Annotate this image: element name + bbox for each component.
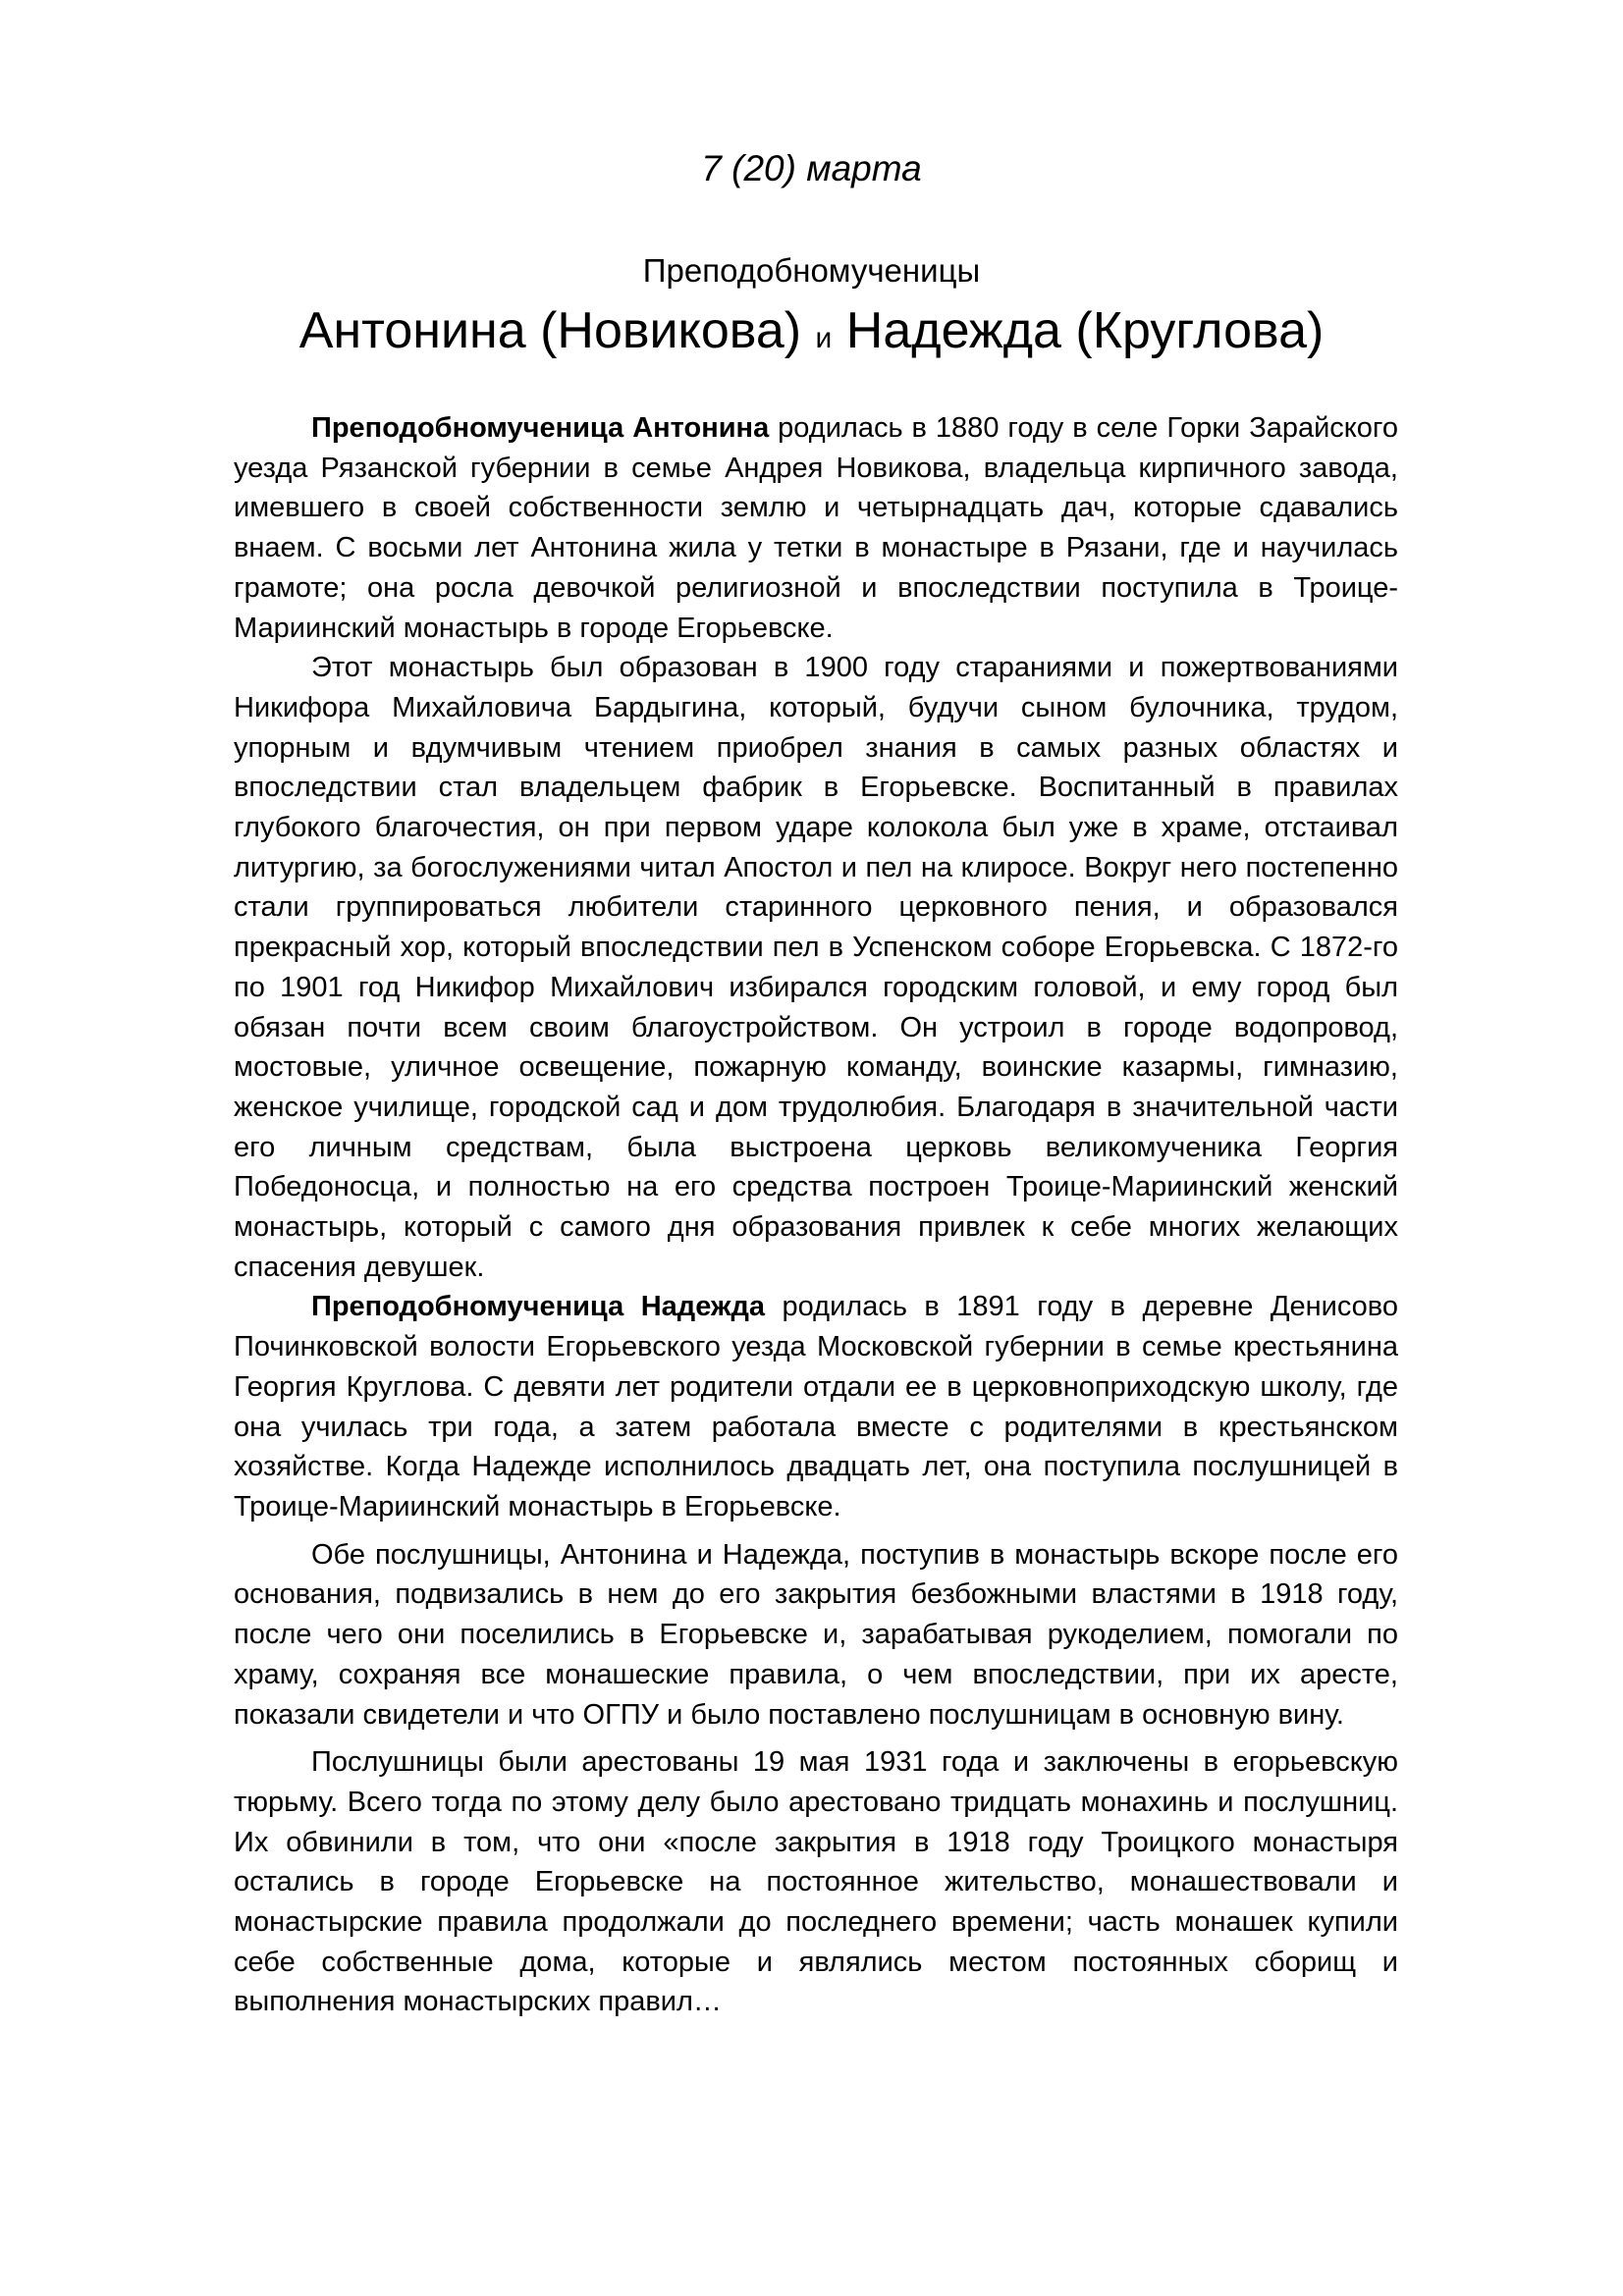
saints-category: Преподобномученицы xyxy=(642,252,981,289)
paragraph-text: родилась в 1891 году в деревне Денисово Починковской волости Егорьевского уезда Московской губернии в семье крестьянина Георгия Круглова. С девяти лет родители отдали ее в церковноприходскую школу, где она училась три года, а затем работала вместе с родителями в крестьянском хозяйстве. Когда Надежде исполнилось двадцать лет, она поступила послушницей в Троице-Мариинский монастырь в Егорьевске. xyxy=(234,1291,1398,1522)
title-name-nadezhda: Надежда (Круглова) xyxy=(845,302,1325,359)
title-name-antonina: Антонина (Новикова) xyxy=(298,302,802,359)
paragraph-life-after-closure xyxy=(234,1535,1398,1735)
paragraph-text: Послушницы были арестованы 19 мая 1931 года и заключены в егорьевскую тюрьму. Всего тогда по этому делу было арестовано тридцать монахинь и послушниц. Их обвинили в том, что они «после закрытия в 1918 году Троицкого монастыря остались в городе Егорьевске на постоянное жительство, монашествовали и монастырские правила продолжали до последнего времени; часть монашек купили себе собственные дома, которые и являлись местом постоянных сборищ и выполнения монастырских правил… xyxy=(234,1746,1398,2018)
page-title xyxy=(0,299,1623,370)
paragraph-text: Этот монастырь был образован в 1900 году стараниями и пожертвованиями Никифора Михайловича Бардыгина, который, будучи сыном булочника, трудом, упорным и вдумчивым чтением приобрел знания в самых разных областях и впоследствии стал владельцем фабрик в Егорьевске. Воспитанный в правилах глубокого благочестия, он при первом ударе колокола был уже в храме, отстаивал литургию, за богослужениями читал Апостол и пел на клиросе. Вокруг него постепенно стали группироваться любители старинного церковного пения, и образовался прекрасный хор, который впоследствии пел в Успенском соборе Егорьевска. С 1872-го по 1901 год Никифор Михайлович избирался городским головой, и ему город был обязан почти всем своим благоустройством. Он устроил в городе водопровод, мостовые, уличное освещение, пожарную команду, воинские казармы, гимназию, женское училище, городской сад и дом трудолюбия. Благодаря в значительной части его личным средствам, была выстроена церковь великомученика Георгия Победоносца, и полностью на его средства построен Троице-Мариинский женский монастырь, который с самого дня образования привлек к себе многих желающих спасения девушек. xyxy=(234,652,1398,1283)
title-conjunction: и xyxy=(815,322,833,354)
paragraph-arrest xyxy=(234,1742,1398,2022)
paragraph-lead: Преподобномученица Надежда xyxy=(311,1291,766,1323)
feast-date: 7 (20) марта xyxy=(701,148,922,188)
paragraph-monastery-history xyxy=(234,648,1398,1287)
paragraph-nadezhda-bio xyxy=(234,1287,1398,1526)
paragraph-text: родилась в 1880 году в селе Горки Зарайского уезда Рязанской губернии в семье Андрея Новикова, владельца кирпичного завода, имевшего в своей собственности землю и четырнадцать дач, которые сдавались внаем. С восьми лет Антонина жила у тетки в монастыре в Рязани, где и научилась грамоте; она росла девочкой религиозной и впоследствии поступила в Троице-Мариинский монастырь в городе Егорьевске. xyxy=(234,412,1399,644)
paragraph-antonina-bio xyxy=(234,408,1398,648)
body-text xyxy=(234,408,1398,2022)
paragraph-text: Обе послушницы, Антонина и Надежда, поступив в монастырь вскоре после его основания, подвизались в нем до его закрытия безбожными властями в 1918 году, после чего они поселились в Егорьевске и, зарабатывая рукоделием, помогали по храму, сохраняя все монашеские правила, о чем впоследствии, при их аресте, показали свидетели и что ОГПУ и было поставлено послушницам в основную вину. xyxy=(234,1538,1398,1731)
paragraph-lead: Преподобномученица Антонина xyxy=(311,412,770,444)
